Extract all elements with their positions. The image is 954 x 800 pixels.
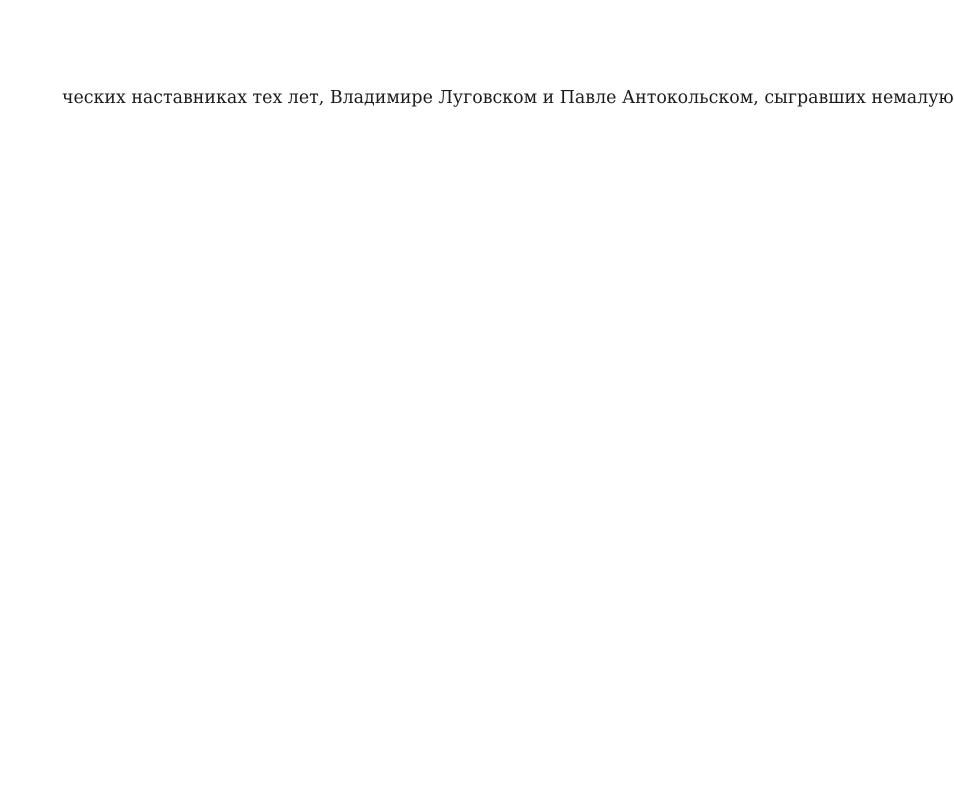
text-line: ческих наставниках тех лет, Владимире Луговском и Павле Антокольском, сыгравших немалую (62, 88, 954, 108)
page-body (62, 86, 954, 111)
